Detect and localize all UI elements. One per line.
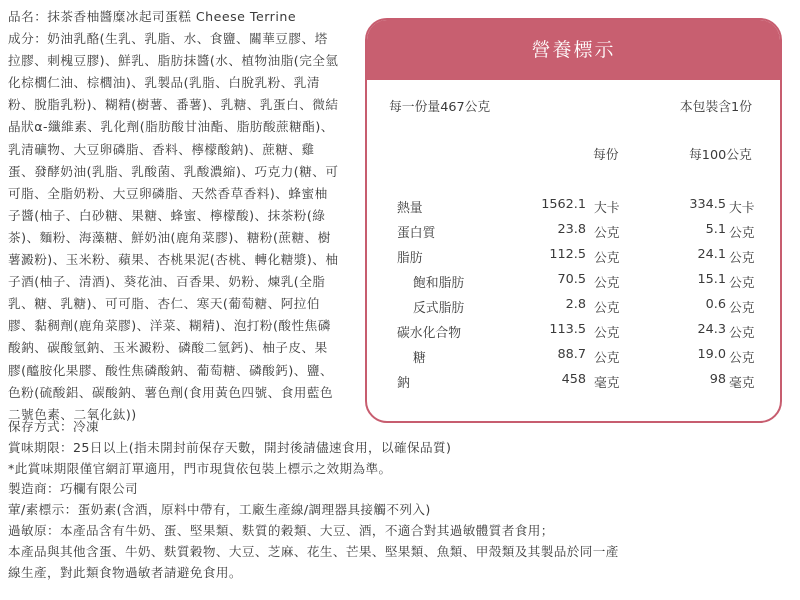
- ingredient-line: 蛋、發酵奶油(乳脂、乳酸菌、乳酸濃縮)、巧克力(糖、可: [8, 163, 339, 179]
- per-serving-unit: 毫克: [594, 376, 620, 391]
- ingredient-line: 拉膠、刺槐豆膠)、鮮乳、脂肪抹醬(水、植物油脂(完全氫: [8, 53, 339, 69]
- nutrition-title: 營養標示: [367, 20, 780, 80]
- nutrition-row: [367, 197, 780, 217]
- nutrition-row: [367, 247, 780, 267]
- ingredient-line: 子醬(柚子、白砂糖、果糖、蜂蜜、檸檬酸)、抹茶粉(綠: [8, 207, 326, 223]
- nutrition-row: [367, 322, 780, 342]
- per-100g-unit: 公克: [729, 276, 755, 291]
- per-100g-unit: 毫克: [729, 376, 755, 391]
- per-100g-header: 每100公克: [689, 148, 752, 163]
- ingredients-block: [8, 6, 360, 426]
- per-serving-unit: 公克: [594, 226, 620, 241]
- nutrition-row: [367, 347, 780, 367]
- nutrient-name: 鈉: [397, 376, 410, 391]
- ingredient-line: 乳清礦物、大豆卵磷脂、香料、檸檬酸鈉)、蔗糖、雞: [8, 141, 315, 157]
- ingredient-line: 化棕櫚仁油、棕櫚油)、乳製品(乳脂、白脫乳粉、乳清: [8, 75, 320, 91]
- serving-info-row: [389, 96, 752, 115]
- nutrient-name: 熱量: [397, 201, 423, 216]
- per-100g-value: 24.3: [697, 322, 726, 337]
- per-100g-value: 19.0: [697, 347, 726, 362]
- per-100g-unit: 公克: [729, 251, 755, 266]
- product-name-line: 品名：抹茶香柚醬糜冰起司蛋糕 Cheese Terrine: [8, 9, 297, 24]
- servings-per-package: 本包裝含1份: [679, 100, 752, 115]
- ingredient-line: 薯澱粉)、玉米粉、蘋果、杏桃果泥(杏桃、轉化糖漿)、柚: [8, 252, 339, 268]
- per-100g-unit: 公克: [729, 301, 755, 316]
- ingredient-line: 乳、糖、乳糖)、可可脂、杏仁、寒天(葡萄糖、阿拉伯: [8, 296, 320, 312]
- storage-block: [8, 417, 798, 583]
- per-100g-value: 0.6: [705, 297, 726, 312]
- per-serving-value: 23.8: [557, 222, 586, 237]
- nutrient-name: 脂肪: [397, 251, 423, 266]
- per-100g-value: 334.5: [689, 197, 726, 212]
- per-100g-unit: 大卡: [729, 201, 755, 216]
- ingredient-line: 二號色素、二氧化鈦)): [8, 406, 137, 422]
- nutrient-name: 碳水化合物: [397, 326, 461, 341]
- ingredient-line: 晶狀α-纖維素、乳化劑(脂肪酸甘油酯、脂肪酸蔗糖酯)、: [8, 119, 334, 135]
- per-serving-unit: 公克: [594, 326, 620, 341]
- best-before: 賞味期限：25日以上(指未開封前保存天數，開封後請儘速食用，以確保品質): [8, 439, 452, 455]
- per-serving-unit: 公克: [594, 351, 620, 366]
- ingredient-line: 成分：奶油乳酪(生乳、乳脂、水、食鹽、關華豆膠、塔: [8, 31, 328, 47]
- per-100g-value: 98: [709, 372, 726, 387]
- ingredient-line: 粉、脫脂乳粉)、糊精(樹薯、番薯)、乳糖、乳蛋白、微結: [8, 97, 339, 113]
- per-serving-value: 88.7: [557, 347, 586, 362]
- ingredient-line: 酸鈉、碳酸氫鈉、玉米澱粉、磷酸二氫鈣)、柚子皮、果: [8, 340, 328, 356]
- per-100g-value: 5.1: [705, 222, 726, 237]
- nutrient-name: 反式脂肪: [413, 301, 465, 316]
- ingredient-line: 茶)、麵粉、海藻糖、鮮奶油(鹿角菜膠)、糖粉(蔗糖、樹: [8, 229, 331, 245]
- allergen-line: 本產品與其他含蛋、牛奶、麩質穀物、大豆、芝麻、花生、芒果、堅果類、魚類、甲殼類及其製品於同一產: [8, 543, 619, 559]
- expiry-note: *此賞味期限僅官網訂單適用，門市現貨依包裝上標示之效期為準。: [8, 460, 392, 476]
- nutrient-name: 糖: [413, 351, 426, 366]
- ingredient-line: 膠、黏稠劑(鹿角菜膠)、洋菜、糊精)、泡打粉(酸性焦磷: [8, 318, 331, 334]
- per-serving-unit: 公克: [594, 276, 620, 291]
- per-100g-unit: 公克: [729, 226, 755, 241]
- allergen-line: 過敏原：本產品含有牛奶、蛋、堅果類、麩質的穀類、大豆、酒，不適合對其過敏體質者食用；: [8, 522, 554, 538]
- per-100g-value: 15.1: [697, 272, 726, 287]
- nutrient-name: 蛋白質: [397, 226, 436, 241]
- nutrient-name: 飽和脂肪: [413, 276, 465, 291]
- nutrition-row: [367, 297, 780, 317]
- allergen-line: 線生產，對此類食物過敏者請避免食用。: [8, 564, 242, 580]
- ingredient-line: 色粉(硫酸鋁、碳酸鈉、薯色劑(食用黃色四號、食用藍色: [8, 384, 334, 400]
- ingredient-line: 子酒(柚子、清酒)、葵花油、百香果、奶粉、煉乳(全脂: [8, 274, 326, 290]
- per-serving-value: 2.8: [565, 297, 586, 312]
- ingredient-line: 膠(醯胺化果膠、酸性焦磷酸鈉、葡萄糖、磷酸鈣)、鹽、: [8, 362, 334, 378]
- nutrition-row: [367, 272, 780, 292]
- nutrition-panel: [365, 18, 782, 423]
- per-serving-value: 112.5: [549, 247, 586, 262]
- per-100g-value: 24.1: [697, 247, 726, 262]
- per-serving-value: 1562.1: [541, 197, 586, 212]
- ingredient-line: 可脂、全脂奶粉、大豆卵磷脂、天然香草香料)、蜂蜜柚: [8, 185, 328, 201]
- manufacturer: 製造商：巧欄有限公司: [8, 481, 138, 497]
- storage-method: 保存方式：冷凍: [8, 419, 99, 434]
- per-serving-unit: 大卡: [594, 201, 620, 216]
- per-100g-unit: 公克: [729, 326, 755, 341]
- nutrition-row: [367, 372, 780, 392]
- nutrition-row: [367, 222, 780, 242]
- per-serving-header: 每份: [593, 148, 619, 163]
- per-serving-value: 458: [561, 372, 586, 387]
- per-serving-unit: 公克: [594, 251, 620, 266]
- per-serving-value: 70.5: [557, 272, 586, 287]
- per-serving-unit: 公克: [594, 301, 620, 316]
- per-100g-unit: 公克: [729, 351, 755, 366]
- serving-size: 每一份量467公克: [389, 100, 491, 115]
- per-serving-value: 113.5: [549, 322, 586, 337]
- vegetarian-label: 葷/素標示：蛋奶素(含酒，原料中帶有，工廠生產線/調理器具接觸不列入): [8, 502, 431, 518]
